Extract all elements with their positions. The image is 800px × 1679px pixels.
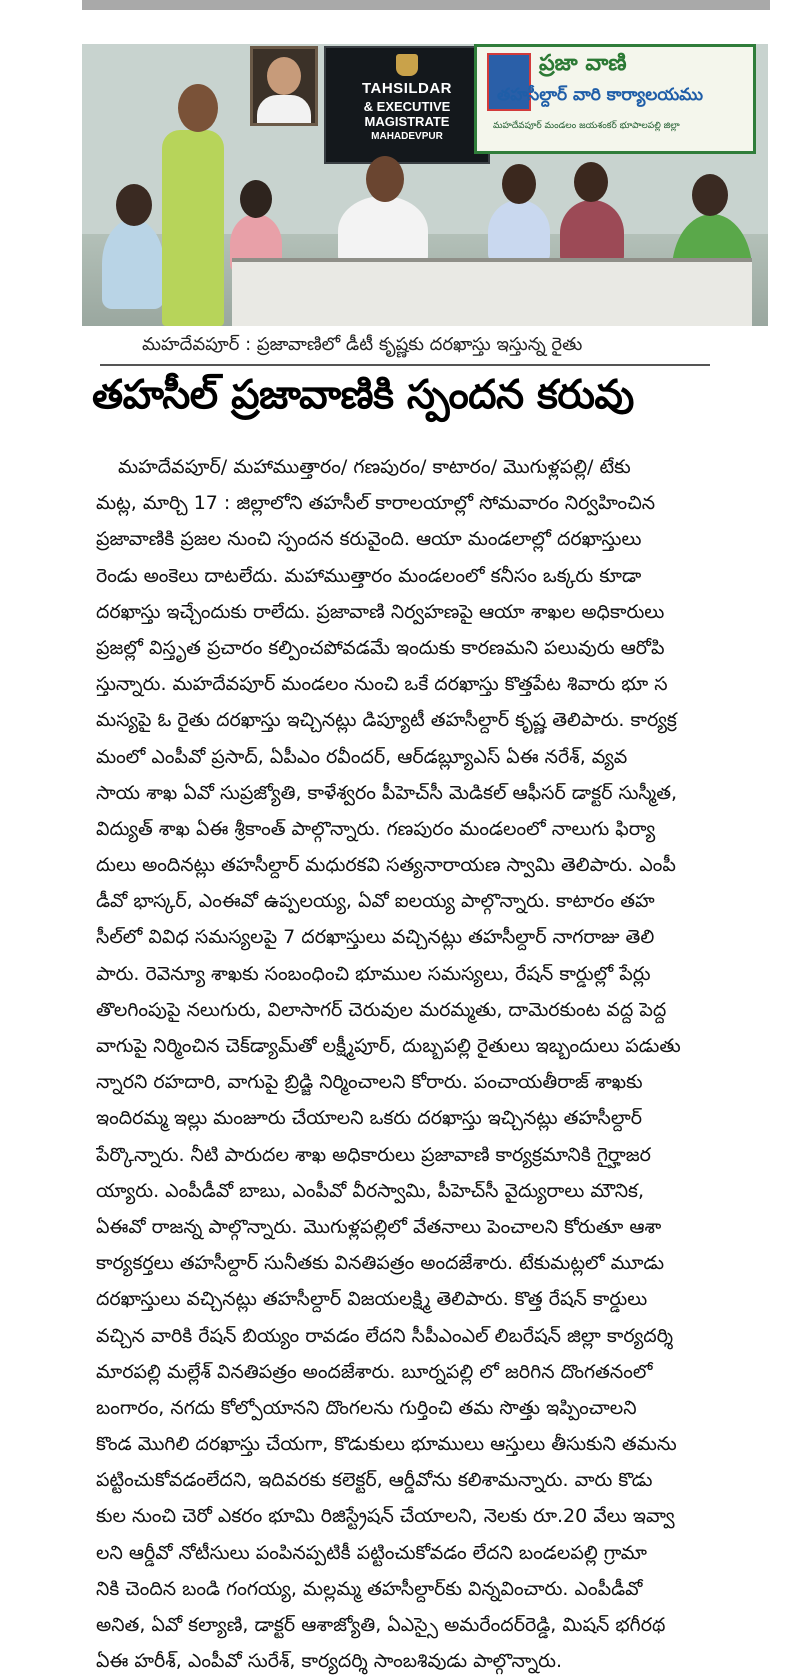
top-gray-bar (82, 0, 770, 10)
body-line: కార్యకర్తలు తహసీల్దార్ సునీతకు వినతిపత్రం అందజేశారు. టేకుమట్లలో మూడు (96, 1252, 665, 1275)
board-line-1: TAHSILDAR (361, 80, 453, 97)
body-line: అనిత, ఏవో కల్యాణి, డాక్టర్ ఆశాజ్యోతి, ఏఎస్సై అమరేందర్‌రెడ్డి, మిషన్ భగీరథ (96, 1614, 666, 1636)
body-line: వచ్చిన వారికి రేషన్ బియ్యం రావడం లేదని సీపీఎంఎల్ లిబరేషన్ జిల్లా కార్యదర్శి (96, 1324, 674, 1347)
person-woman-left (102, 219, 164, 309)
caption-divider (100, 364, 710, 366)
body-line: ప్రజల్లో విస్తృత ప్రచారం కల్పించపోవడమే ఇందుకు కారణమని పలువురు ఆరోపి (96, 636, 665, 659)
body-line: డీవో భాస్కర్, ఎంఈవో ఉప్పలయ్య, ఏవో ఐలయ్య పాల్గొన్నారు. కాటారం తహ (96, 890, 655, 913)
body-line: ఇందిరమ్మ ఇల్లు మంజూరు చేయాలని ఒకరు దరఖాస్తు ఇచ్చినట్లు తహసీల్దార్ (96, 1107, 642, 1130)
body-line: ప్రజావాణికి ప్రజల నుంచి స్పందన కరువైంది. ఆయా మండలాల్లో దరఖాస్తులు (96, 528, 642, 551)
person-man-maroon (560, 200, 624, 266)
wall-portrait (250, 46, 318, 126)
news-photo (82, 44, 768, 326)
person-farmer (162, 130, 224, 326)
banner-address: మహదేవపూర్ మండలం జయశంకర్ భూపాలపల్లి జిల్లా (493, 121, 680, 131)
body-line: సాయ శాఖ ఏవో సుప్రజ్యోతి, కాళేశ్వరం పీహెచ్‌సీ మెడికల్ ఆఫీసర్ డాక్టర్ సుస్మీత, (96, 781, 678, 804)
body-line: ఏఈ హరీశ్, ఎంపీవో సురేశ్, కార్యదర్శి సాంబశివుడు పాల్గొన్నారు. (96, 1650, 563, 1673)
board-line-3: MAHADEVPUR (371, 131, 443, 142)
body-line: మహదేవపూర్/ మహాముత్తారం/ గణపురం/ కాటారం/ మొగుళ్లపల్లి/ టేకు (118, 456, 631, 478)
body-line: విద్యుత్ శాఖ ఏఈ శ్రీకాంత్ పాల్గొన్నారు. గణపురం మండలంలో నాలుగు ఫిర్యా (96, 817, 656, 840)
banner-title: ప్రజా వాణి (539, 51, 627, 76)
tahsildar-nameboard (324, 46, 490, 164)
body-line: సీల్‌లో వివిధ సమస్యలపై 7 దరఖాస్తులు వచ్చినట్లు తహసీల్దార్ నాగరాజు తెలి (96, 926, 655, 949)
body-line: మస్యపై ఓ రైతు దరఖాస్తు ఇచ్చినట్లు డిప్యూటీ తహసీల్దార్ కృష్ణ తెలిపారు. కార్యక్ర (96, 709, 677, 732)
emblem-icon (396, 54, 418, 76)
body-line: పట్టించుకోవడంలేదని, ఇదివరకు కలెక్టర్, ఆర్డీవోను కలిశామన్నారు. వారు కొడు (96, 1469, 653, 1492)
body-line: వాగుపై నిర్మించిన చెక్‌డ్యామ్‌తో లక్ష్మీపూర్, దుబ్బపల్లి రైతులు ఇబ్బందులు పడుతు (96, 1035, 681, 1057)
body-line: నికి చెందిన బండి గంగయ్య, మల్లమ్మ తహసీల్దార్‌కు విన్నవించారు. ఎంపీడీవో (96, 1577, 643, 1600)
body-line: పారు. రెవెన్యూ శాఖకు సంబంధించి భూముల సమస్యలు, రేషన్ కార్డుల్లో పేర్లు (96, 962, 651, 985)
board-line-2: & EXECUTIVE MAGISTRATE (363, 99, 451, 129)
person-man-blue (488, 200, 550, 264)
photo-caption: మహదేవపూర్ : ప్రజావాణిలో డీటీ కృష్ణకు దరఖాస్తు ఇస్తున్న రైతు (142, 334, 583, 355)
body-line: లని ఆర్డీవో నోటీసులు పంపినప్పటికీ పట్టించుకోవడం లేదని బండలపల్లి గ్రామా (96, 1541, 647, 1564)
body-line: దరఖాస్తులు వచ్చినట్లు తహసీల్దార్ విజయలక్ష్మి తెలిపారు. కొత్త రేషన్ కార్డులు (96, 1288, 648, 1311)
body-line: స్తున్నారు. మహదేవపూర్ మండలం నుంచి ఒకే దరఖాస్తు కొత్తపేట శివారు భూ స (96, 673, 668, 696)
prajavani-banner (474, 44, 756, 154)
body-line: మట్ల, మార్చి 17 : జిల్లాలోని తహసీల్ కారాలయాల్లో సోమవారం నిర్వహించిన (96, 492, 656, 515)
body-line: తొలగింపుపై నలుగురు, విలాసాగర్ చెరువుల మరమ్మతు, దామెరకుంట వద్ద పెద్ద (96, 998, 667, 1021)
office-table (232, 258, 752, 326)
body-line: ఏఈవో రాజన్న పాల్గొన్నారు. మొగుళ్లపల్లిలో వేతనాలు పెంచాలని కోరుతూ ఆశా (96, 1215, 662, 1238)
body-line: కుల నుంచి చెరో ఎకరం భూమి రిజిస్ట్రేషన్ చేయాలని, నెలకు రూ.20 వేలు ఇవ్వా (96, 1505, 675, 1528)
body-line: పేర్కొన్నారు. నీటి పారుదల శాఖ అధికారులు ప్రజావాణి కార్యక్రమానికి గైర్హాజర (96, 1143, 651, 1166)
body-line: దరఖాస్తు ఇచ్చేందుకు రాలేదు. ప్రజావాణి నిర్వహణపై ఆయా శాఖల అధికారులు (96, 600, 665, 623)
body-line: కొండ మొగిలి దరఖాస్తు చేయగా, కొడుకులు భూములు ఆస్తులు తీసుకుని తమను (96, 1433, 677, 1456)
body-line: న్నారని రహదారి, వాగుపై బ్రిడ్జి నిర్మించాలని కోరారు. పంచాయతీరాజ్ శాఖకు (96, 1071, 643, 1094)
banner-subtitle: తహసీల్దార్ వారి కార్యాలయము (497, 85, 704, 105)
body-line: బంగారం, నగదు కోల్పోయానని దొంగలను గుర్తించి తమ సొత్తు ఇప్పించాలని (96, 1396, 637, 1419)
person-officer (338, 196, 428, 266)
body-line: దులు అందినట్లు తహసీల్దార్ మధురకవి సత్యనారాయణ స్వామి తెలిపారు. ఎంపీ (96, 854, 676, 877)
body-line: మంలో ఎంపీవో ప్రసాద్, ఏపీఎం రవీందర్, ఆర్‌డబ్ల్యూఎస్ ఏఈ నరేశ్, వ్యవ (96, 745, 628, 768)
body-line: రెండు అంకెలు దాటలేదు. మహాముత్తారం మండలంలో కనీసం ఒక్కరు కూడా (96, 564, 642, 587)
article-body (96, 449, 768, 1679)
body-line: య్యారు. ఎంపీడీవో బాబు, ఎంపీవో వీరస్వామి, పీహెచ్‌సీ వైద్యురాలు మౌనిక, (96, 1179, 645, 1202)
article-headline: తహసీల్ ప్రజావాణికి స్పందన కరువు (92, 372, 634, 418)
body-line: మారపల్లి మల్లేశ్ వినతిపత్రం అందజేశారు. బూర్నపల్లి లో జరిగిన దొంగతనంలో (96, 1360, 653, 1383)
